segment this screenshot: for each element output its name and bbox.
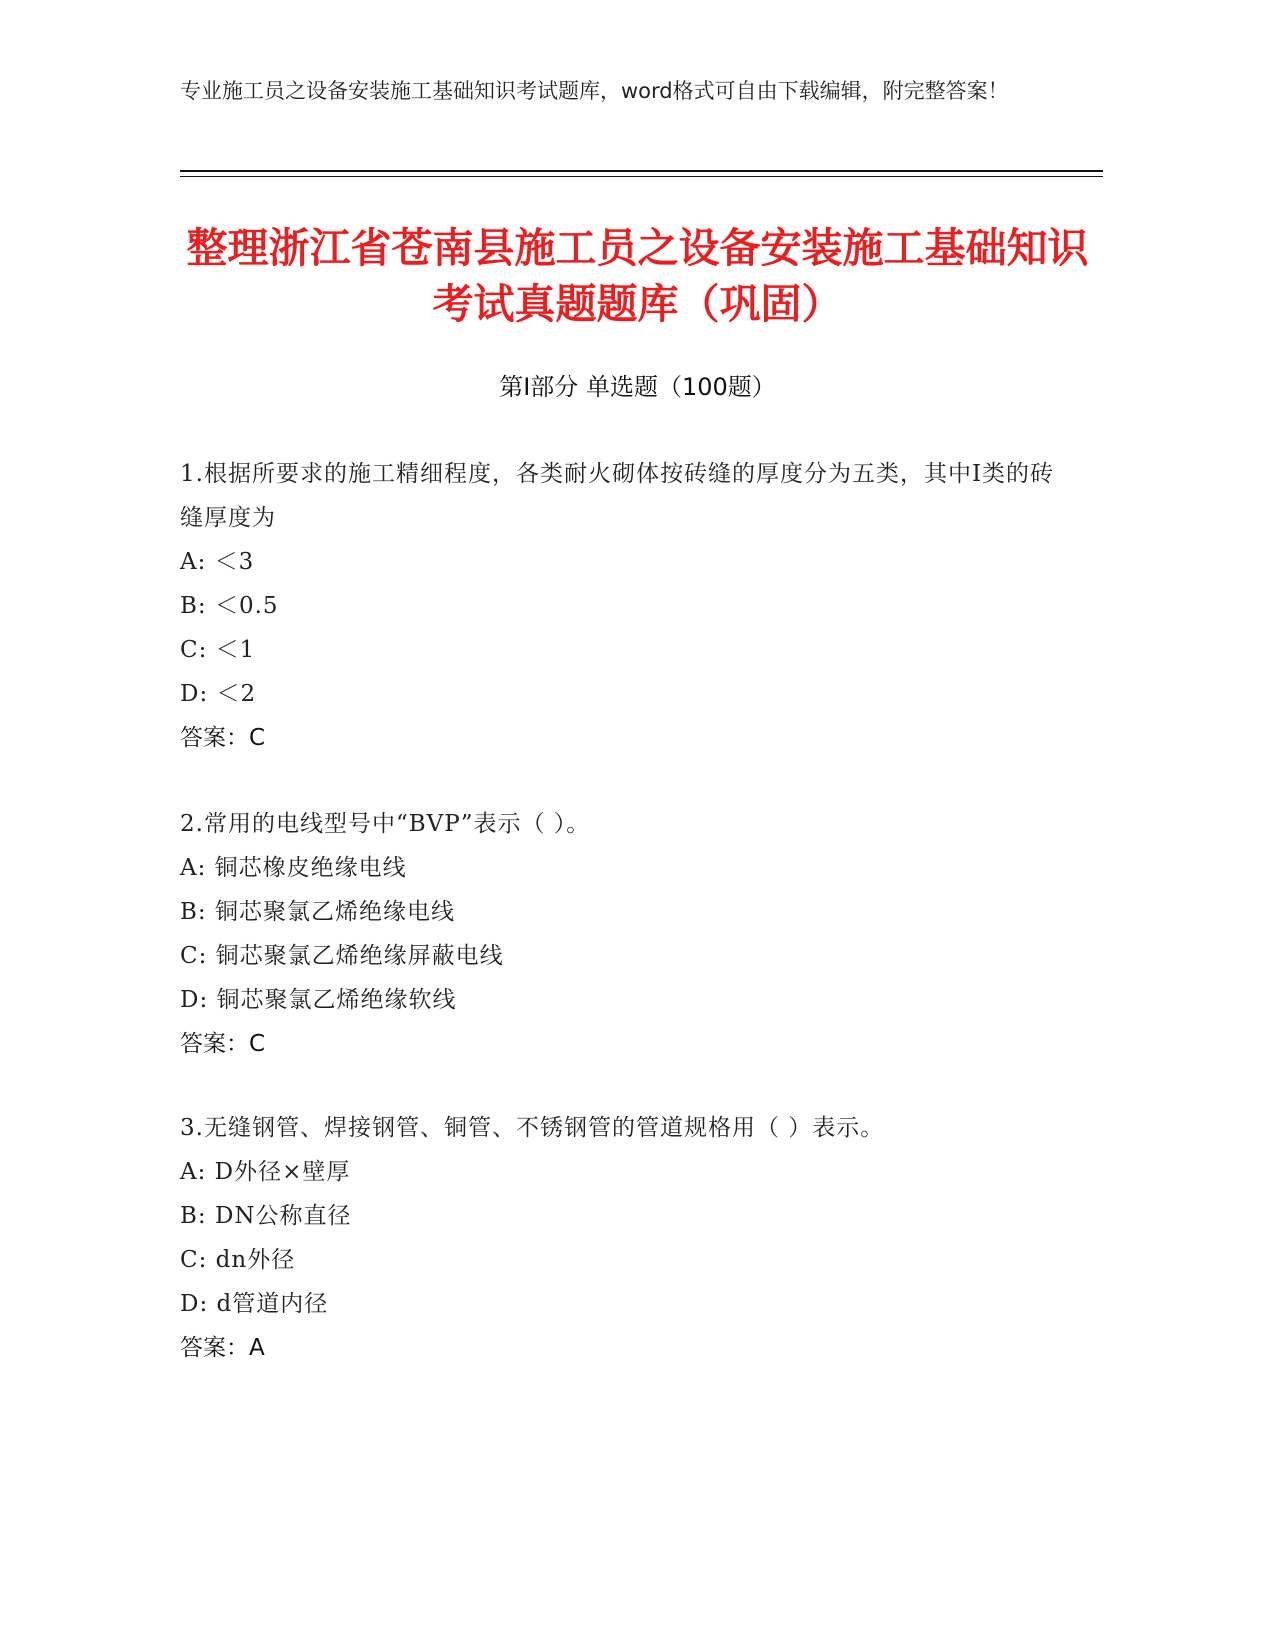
header-rule-thin	[180, 176, 1103, 177]
header-note: 专业施工员之设备安装施工基础知识考试题库，word格式可自由下载编辑，附完整答案！	[180, 79, 1009, 103]
question-stem: 2.常用的电线型号中“BVP”表示（ ）。	[180, 811, 591, 837]
question-option-a: A: ＜3	[180, 549, 255, 575]
question-2	[180, 802, 1060, 1066]
question-option-c: C: ＜1	[180, 637, 256, 663]
question-answer: 答案：C	[180, 1031, 266, 1057]
question-option-d: D: d管道内径	[180, 1291, 329, 1317]
header-rule-thick	[180, 170, 1103, 172]
document-title: 整理浙江省苍南县施工员之设备安装施工基础知识考试真题题库（巩固）	[186, 224, 1089, 328]
question-option-b: B: ＜0.5	[180, 593, 279, 619]
question-answer: 答案：C	[180, 725, 266, 751]
question-3	[180, 1106, 1060, 1370]
question-option-d: D: 铜芯聚氯乙烯绝缘软线	[180, 987, 457, 1013]
question-stem: 3.无缝钢管、焊接钢管、铜管、不锈钢管的管道规格用（ ）表示。	[180, 1115, 885, 1141]
question-option-a: A: 铜芯橡皮绝缘电线	[180, 855, 407, 881]
question-1	[180, 452, 1060, 760]
question-option-c: C: dn外径	[180, 1247, 296, 1273]
section-title: 第I部分 单选题（100题）	[499, 373, 776, 401]
question-stem: 1.根据所要求的施工精细程度，各类耐火砌体按砖缝的厚度分为五类，其中I类的砖缝厚度为	[180, 461, 1055, 531]
question-option-c: C: 铜芯聚氯乙烯绝缘屏蔽电线	[180, 943, 504, 969]
question-option-b: B: 铜芯聚氯乙烯绝缘电线	[180, 899, 455, 925]
question-option-b: B: DN公称直径	[180, 1203, 352, 1229]
question-option-d: D: ＜2	[180, 681, 257, 707]
question-answer: 答案：A	[180, 1335, 265, 1361]
question-option-a: A: D外径×壁厚	[180, 1159, 351, 1185]
